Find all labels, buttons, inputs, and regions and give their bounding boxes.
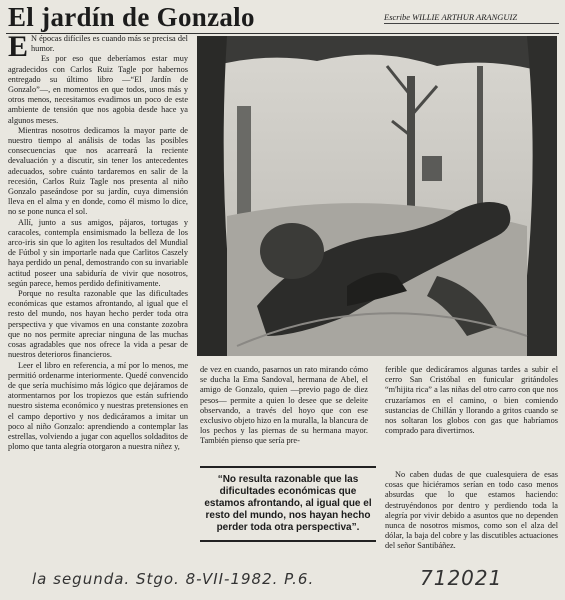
paragraph: Es por eso que deberíamos estar muy agradecidos con Carlos Ruiz Tagle por habernos entregado su último libro —“El Jardín de Gonzalo”—, en momentos en que todos, unos más y otros menos, necesitamos evadirnos un poco de este ambiente de tensión que nos agobia desde hace ya algunos meses.	[8, 54, 188, 125]
paragraph: No caben dudas de que cualesquiera de esas cosas que hiciéramos serían en todo caso menos absurdas que lo que estamos haciendo: destruyéndonos por dentro y perdiendo toda la alegría por vivir debido a asuntos que no dependen nunca de nosotros mismos, como son el alza del dólar, la baja del cobre y las discutibles actuaciones del señor Santibáñez.	[385, 470, 558, 551]
drop-cap: E	[8, 34, 29, 63]
paragraph: de vez en cuando, pasarnos un rato mirando cómo se ducha la Ema Sandoval, hermana de Abel, el amigo de Gonzalo, quien —previo pago de diez pesos— permite a quien lo desee que se deleite observando, a través del hoyo que con ese exclusivo objeto hizo en la muralla, la blancura de los pechos y las piernas de su hermana mayor. También pienso que sería pre-	[200, 365, 368, 446]
byline: Escribe WILLIE ARTHUR ARANGUIZ	[384, 12, 559, 24]
paragraph: Porque no resulta razonable que las dificultades económicas que estamos afrontando, al igual que el resto del mundo, nos hayan hecho perder toda otra perspectiva y que vivamos en una constante zozobra que no nos permite apreciar ninguna de las muchas cosas agradables que nos ofrece la vida a pesar de nuestros deterioros financieros.	[8, 289, 188, 360]
handwritten-source-note: la segunda. Stgo. 8-VII-1982. P.6.	[32, 570, 315, 588]
column-3	[385, 365, 558, 459]
handwritten-archive-number: 712021	[420, 566, 503, 590]
paragraph: ferible que dedicáramos algunas tardes a subir el cerro San Cristóbal en funicular gritándoles “m'hijita rica” a las niñas del otro carro con que nos cruzaríamos en el camino, o bien comiendo sustancias de Chillán y llorando a gritos cuando se nos soltaran los globos con gas que habríamos comprado para divertirnos.	[385, 365, 558, 436]
column-2	[200, 365, 368, 459]
column-1	[8, 34, 188, 574]
paragraph: N épocas difíciles es cuando más se precisa del humor.	[31, 34, 188, 54]
article-photo	[197, 36, 557, 356]
column-4	[385, 470, 558, 574]
pull-quote: “No resulta razonable que las dificultades económicas que estamos afrontando, al igual que el resto del mundo, nos hayan hecho perder toda otra perspectiva”.	[200, 466, 376, 542]
article-title: El jardín de Gonzalo	[8, 2, 255, 32]
paragraph: Mientras nosotros dedicamos la mayor parte de nuestro tiempo al análisis de todas las posibles consecuencias que nos acarreará la reciente devaluación y a discutir, sin tener los antecedentes adecuados, sobre cuánto tardaremos en salir de la recesión, Carlos Ruiz Tagle nos presenta al niño Gonzalo paseándose por su jardín, cuya dimensión lleva en el alma y en donde, como él mismo lo dice, no se pone nunca el sol.	[8, 125, 188, 217]
paragraph: Allí, junto a sus amigos, pájaros, tortugas y caracoles, contempla ensimismado la belleza de los arco-iris sin que lo agiten los resultados del Mundial de Fútbol y sin importarle nada que Carlitos Caszely haya perdido un penal, demostrando con su invariable actitud poseer una sabiduría de vivir que nosotros, según parece, hemos perdido definitivamente.	[8, 217, 188, 288]
paragraph: Leer el libro en referencia, a mí por lo menos, me permitió ordenarme interiormente. Quedé convencido de que sería muchísimo más lógico que dejáramos de atormentarnos por los tropiezos que están sufriendo nuestro sistema económico y nuestras pretensiones en el campo deportivo y nos dedicáramos a imitar un poco al niño Gonzalo: aprendiendo a contemplar las estrellas, volviendo a jugar con aquellos soldaditos de plomo que tanta alegría otorgaron a nuestra niñez y,	[8, 360, 188, 452]
